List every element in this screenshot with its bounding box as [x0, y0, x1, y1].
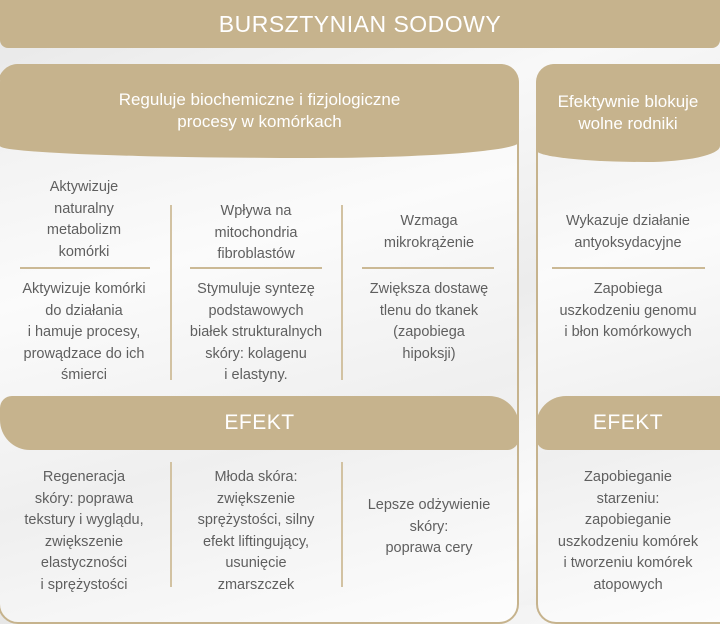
- divider-col1: [20, 267, 150, 269]
- left-panel-header: Reguluje biochemiczne i fizjologiczne procesy w komórkach: [0, 64, 519, 158]
- right-panel-header: Efektywnie blokuje wolne rodniki: [536, 64, 720, 162]
- divider-right: [552, 267, 705, 269]
- left-col1-bottom-text: Aktywizuje komórki do działania i hamuje procesy, prowądzace do ich śmierci: [22, 281, 146, 383]
- right-effect-bar: EFEKT: [536, 396, 720, 450]
- page-title: BURSZTYNIAN SODOWY: [0, 0, 720, 48]
- divider-col2: [190, 267, 322, 269]
- left-col3-bottom-text: Zwiększa dostawę tlenu do tkanek (zapobiega hipoksji): [369, 281, 489, 362]
- left-col3-top-text: Wzmaga mikrokrążenie: [383, 213, 475, 251]
- right-top-text: Wykazuje działanie antyoksydacyjne: [566, 213, 690, 251]
- left-effect-2: Młoda skóra: zwiększenie sprężystości, silny efekt liftingujący, usunięcie zmarszczek: [197, 469, 315, 593]
- left-effect-1: Regeneracja skóry: poprawa tekstury i wyglądu, zwiększenie elastyczności i sprężystości: [24, 469, 144, 593]
- left-col1-top-text: Aktywizuje naturalny metabolizm komórki: [46, 179, 122, 260]
- left-col2-bottom-text: Stymuluje syntezę podstawowych białek strukturalnych skóry: kolagenu i elastyny.: [189, 281, 323, 383]
- left-effect-bar: EFEKT: [0, 396, 519, 450]
- left-effect-3: Lepsze odżywienie skóry: poprawa cery: [367, 497, 491, 556]
- divider-col3: [362, 267, 494, 269]
- left-col2-top-text: Wpływa na mitochondria fibroblastów: [214, 203, 298, 262]
- right-effect: Zapobieganie starzeniu: zapobieganie uszkodzeniu komórek i tworzeniu komórek atopowych: [557, 469, 699, 593]
- right-bottom-text: Zapobiega uszkodzeniu genomu i błon komórkowych: [559, 281, 697, 340]
